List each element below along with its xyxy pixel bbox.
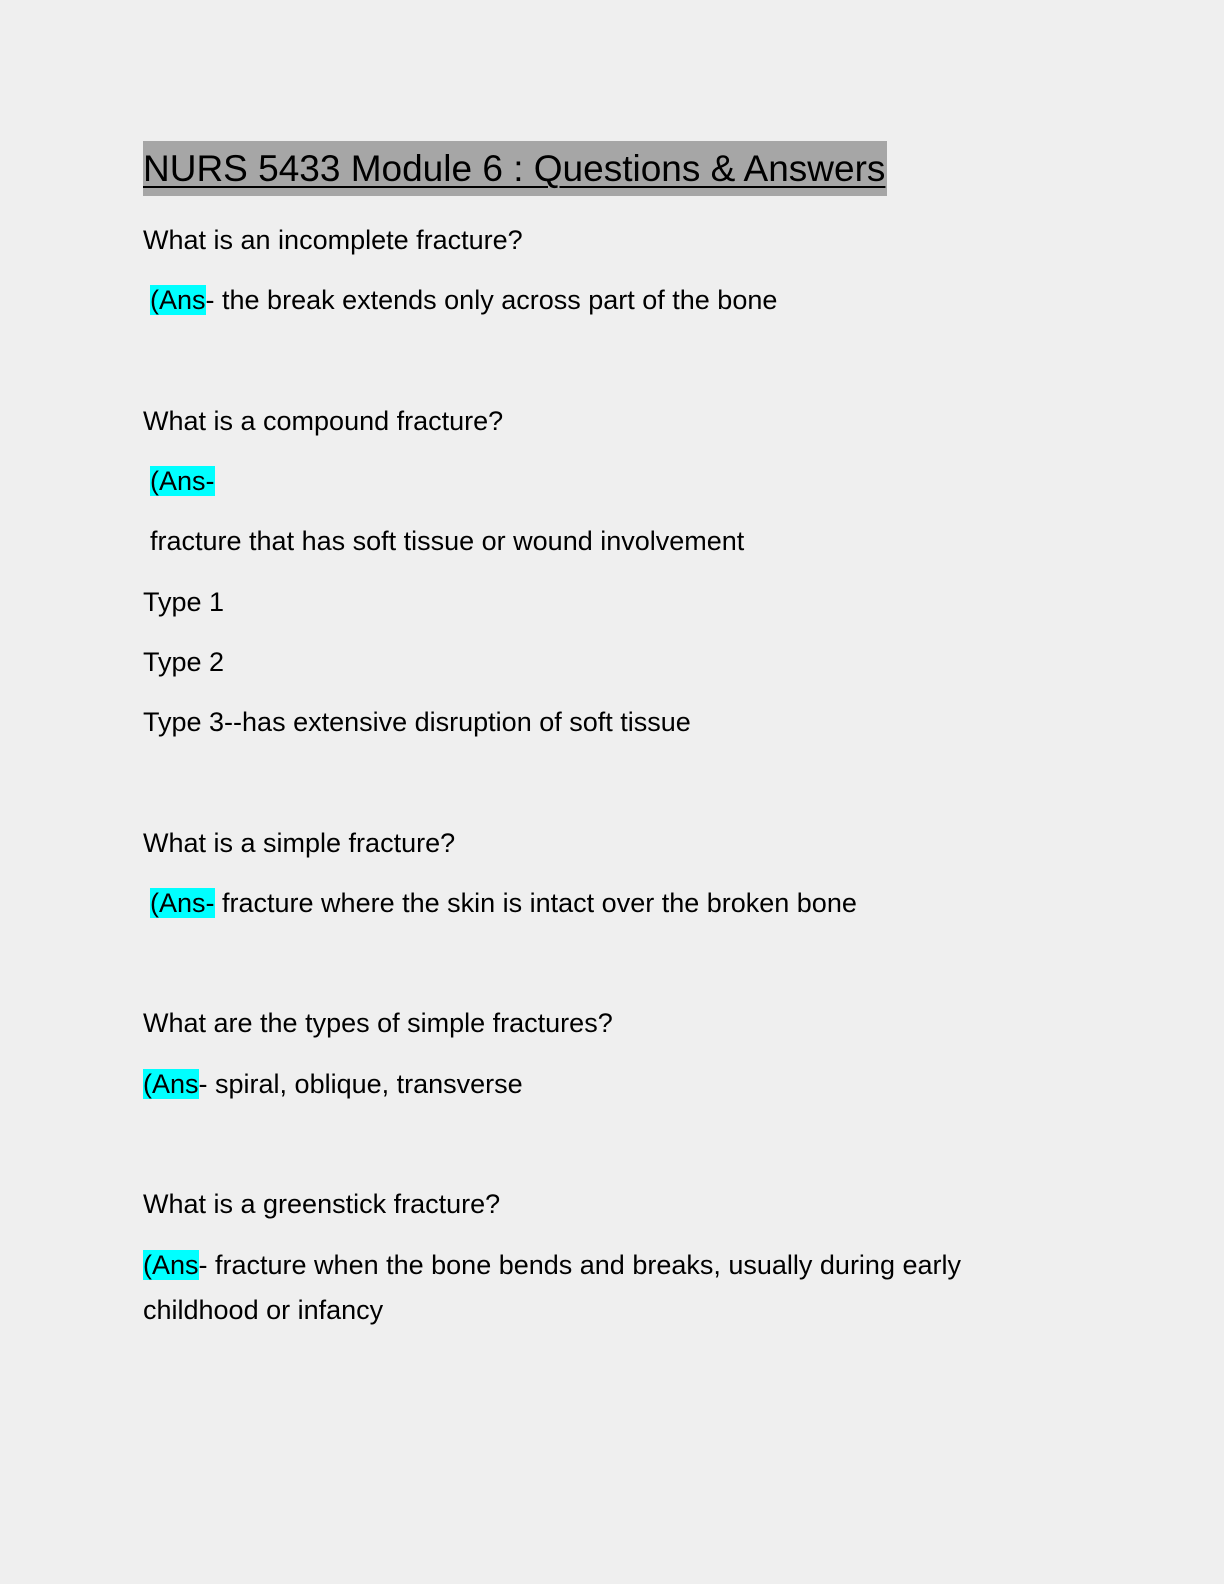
answer-text: fracture where the skin is intact over the broken bone (214, 888, 857, 918)
answer-simple-fracture-types (143, 1064, 523, 1104)
answer-tag: (Ans (143, 1069, 199, 1099)
answer-text: - fracture when the bone bends and breaks, usually during early (198, 1250, 961, 1280)
answer-tag: (Ans- (150, 466, 215, 496)
page-title: NURS 5433 Module 6 : Questions & Answers (143, 141, 887, 196)
answer-tag: (Ans (143, 1250, 199, 1280)
answer-incomplete-fracture (143, 280, 777, 320)
answer-tag: (Ans (150, 285, 206, 315)
answer-tag: (Ans- (150, 888, 215, 918)
answer-greenstick-fracture (143, 1245, 961, 1285)
answer-compound-fracture: fracture that has soft tissue or wound involvement (150, 526, 745, 556)
list-item: Type 1 (143, 587, 225, 617)
question-compound-fracture: What is a compound fracture? (143, 406, 504, 436)
question-simple-fracture: What is a simple fracture? (143, 828, 456, 858)
list-item: Type 2 (143, 647, 225, 677)
question-simple-fracture-types: What are the types of simple fractures? (143, 1008, 613, 1038)
list-item: Type 3--has extensive disruption of soft tissue (143, 707, 691, 737)
question-incomplete-fracture: What is an incomplete fracture? (143, 225, 523, 255)
answer-compound-fracture-tag (143, 461, 215, 501)
answer-simple-fracture (143, 883, 857, 923)
question-greenstick-fracture: What is a greenstick fracture? (143, 1189, 501, 1219)
answer-greenstick-fracture-continued: childhood or infancy (143, 1295, 384, 1325)
answer-text: - spiral, oblique, transverse (198, 1069, 523, 1099)
answer-text: - the break extends only across part of the bone (205, 285, 778, 315)
